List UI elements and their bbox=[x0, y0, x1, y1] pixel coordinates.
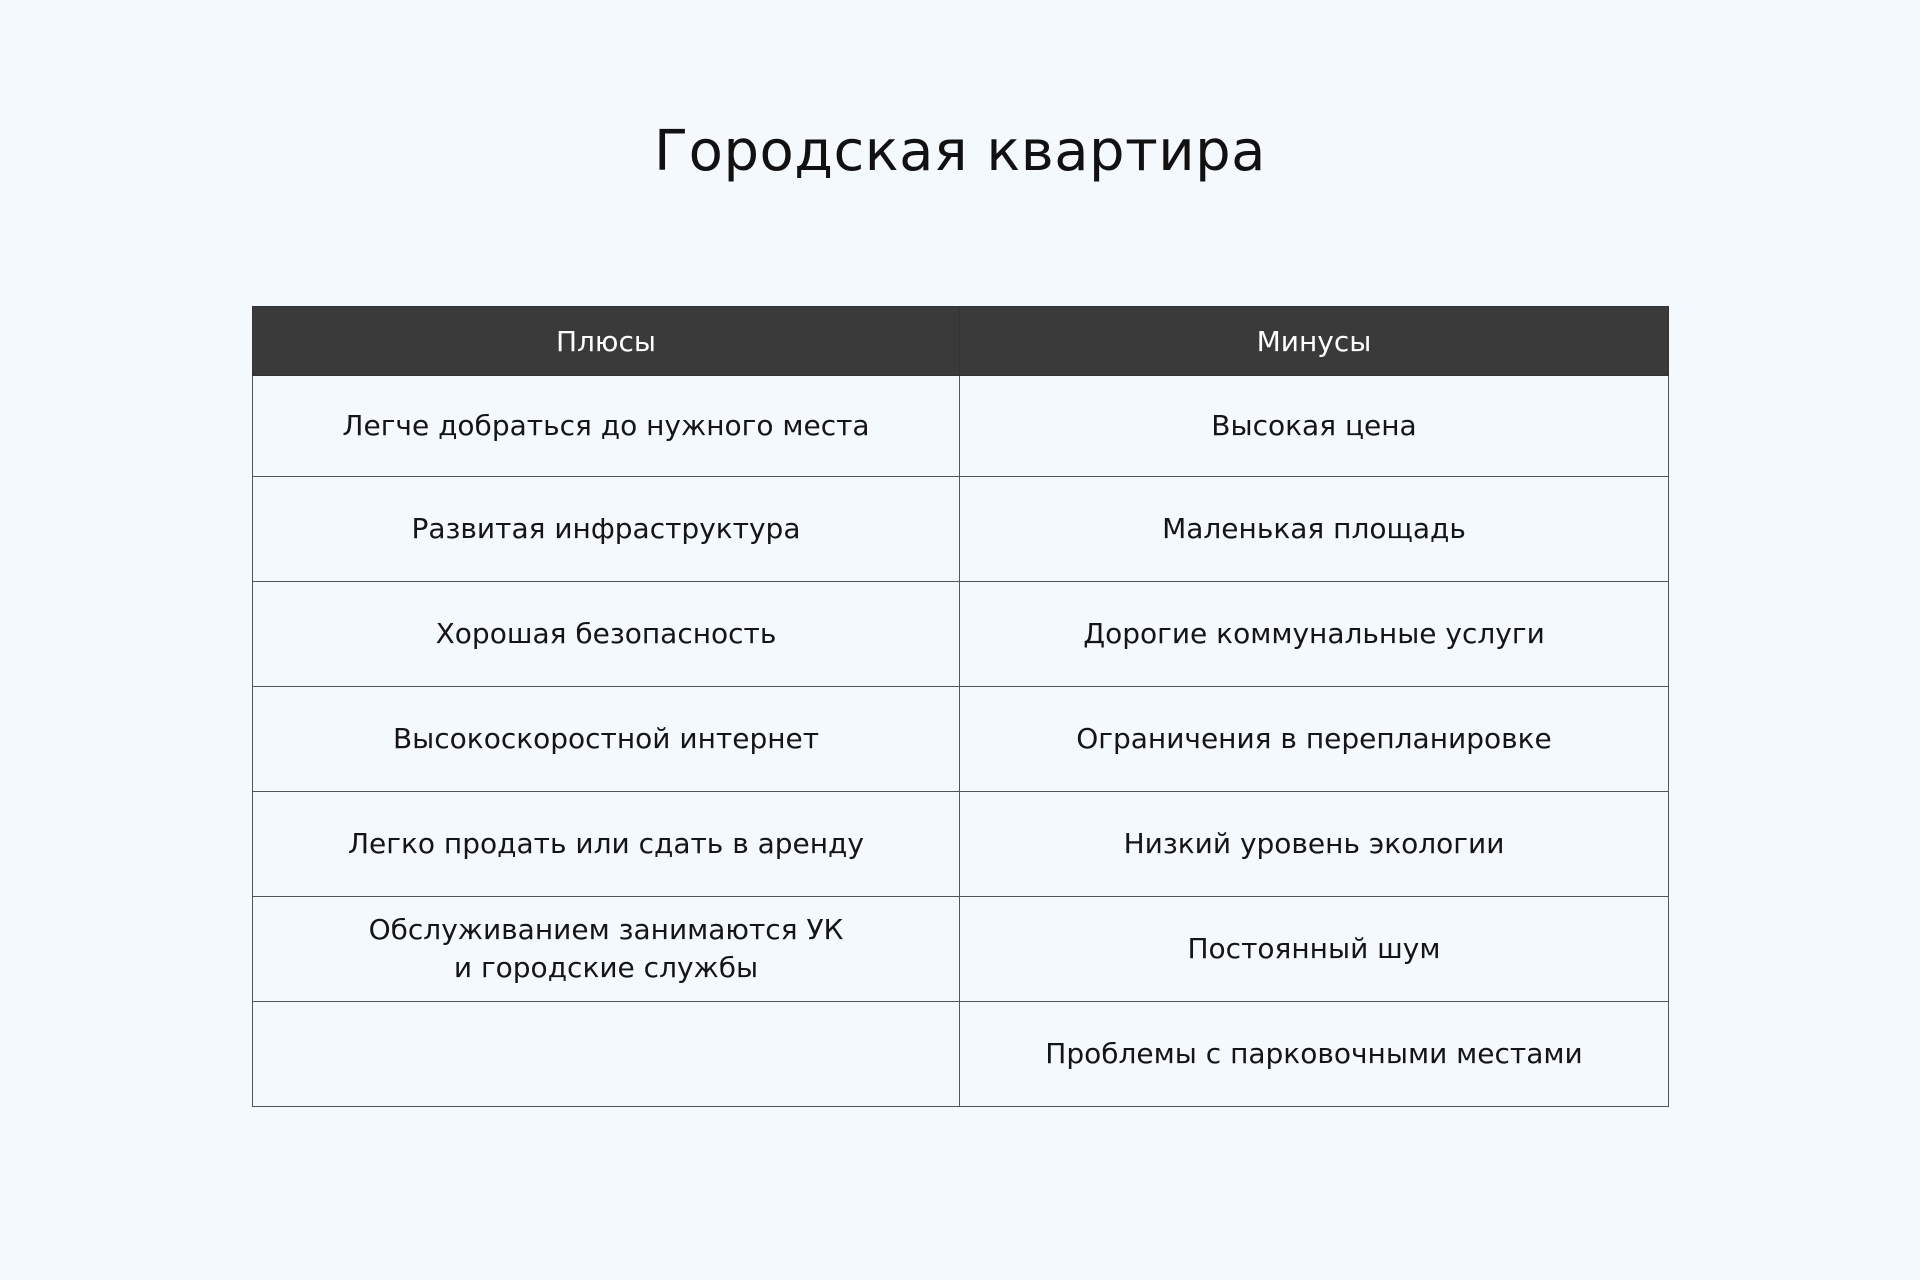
pros-cell: Легко продать или сдать в аренду bbox=[253, 792, 960, 897]
table-row bbox=[253, 477, 1669, 582]
table-row bbox=[253, 376, 1669, 477]
pros-cons-table bbox=[252, 306, 1669, 1107]
page-title: Городская квартира bbox=[654, 119, 1266, 184]
cons-cell: Ограничения в перепланировке bbox=[960, 687, 1669, 792]
cons-cell: Проблемы с парковочными местами bbox=[960, 1002, 1669, 1107]
table-header-row bbox=[253, 307, 1669, 376]
table-row bbox=[253, 897, 1669, 1002]
cons-cell: Высокая цена bbox=[960, 376, 1669, 477]
table-row bbox=[253, 792, 1669, 897]
pros-cell: Хорошая безопасность bbox=[253, 582, 960, 687]
table-row bbox=[253, 687, 1669, 792]
pros-cell-empty bbox=[253, 1002, 960, 1107]
cons-cell: Маленькая площадь bbox=[960, 477, 1669, 582]
pros-cell: Высокоскоростной интернет bbox=[253, 687, 960, 792]
cons-cell: Дорогие коммунальные услуги bbox=[960, 582, 1669, 687]
header-cons: Минусы bbox=[960, 307, 1669, 376]
cons-cell: Низкий уровень экологии bbox=[960, 792, 1669, 897]
table-row bbox=[253, 1002, 1669, 1107]
pros-cell: Обслуживанием занимаются УК и городские службы bbox=[253, 897, 960, 1002]
pros-cell: Легче добраться до нужного места bbox=[253, 376, 960, 477]
cons-cell: Постоянный шум bbox=[960, 897, 1669, 1002]
table-row bbox=[253, 582, 1669, 687]
header-pros: Плюсы bbox=[253, 307, 960, 376]
pros-cell: Развитая инфраструктура bbox=[253, 477, 960, 582]
